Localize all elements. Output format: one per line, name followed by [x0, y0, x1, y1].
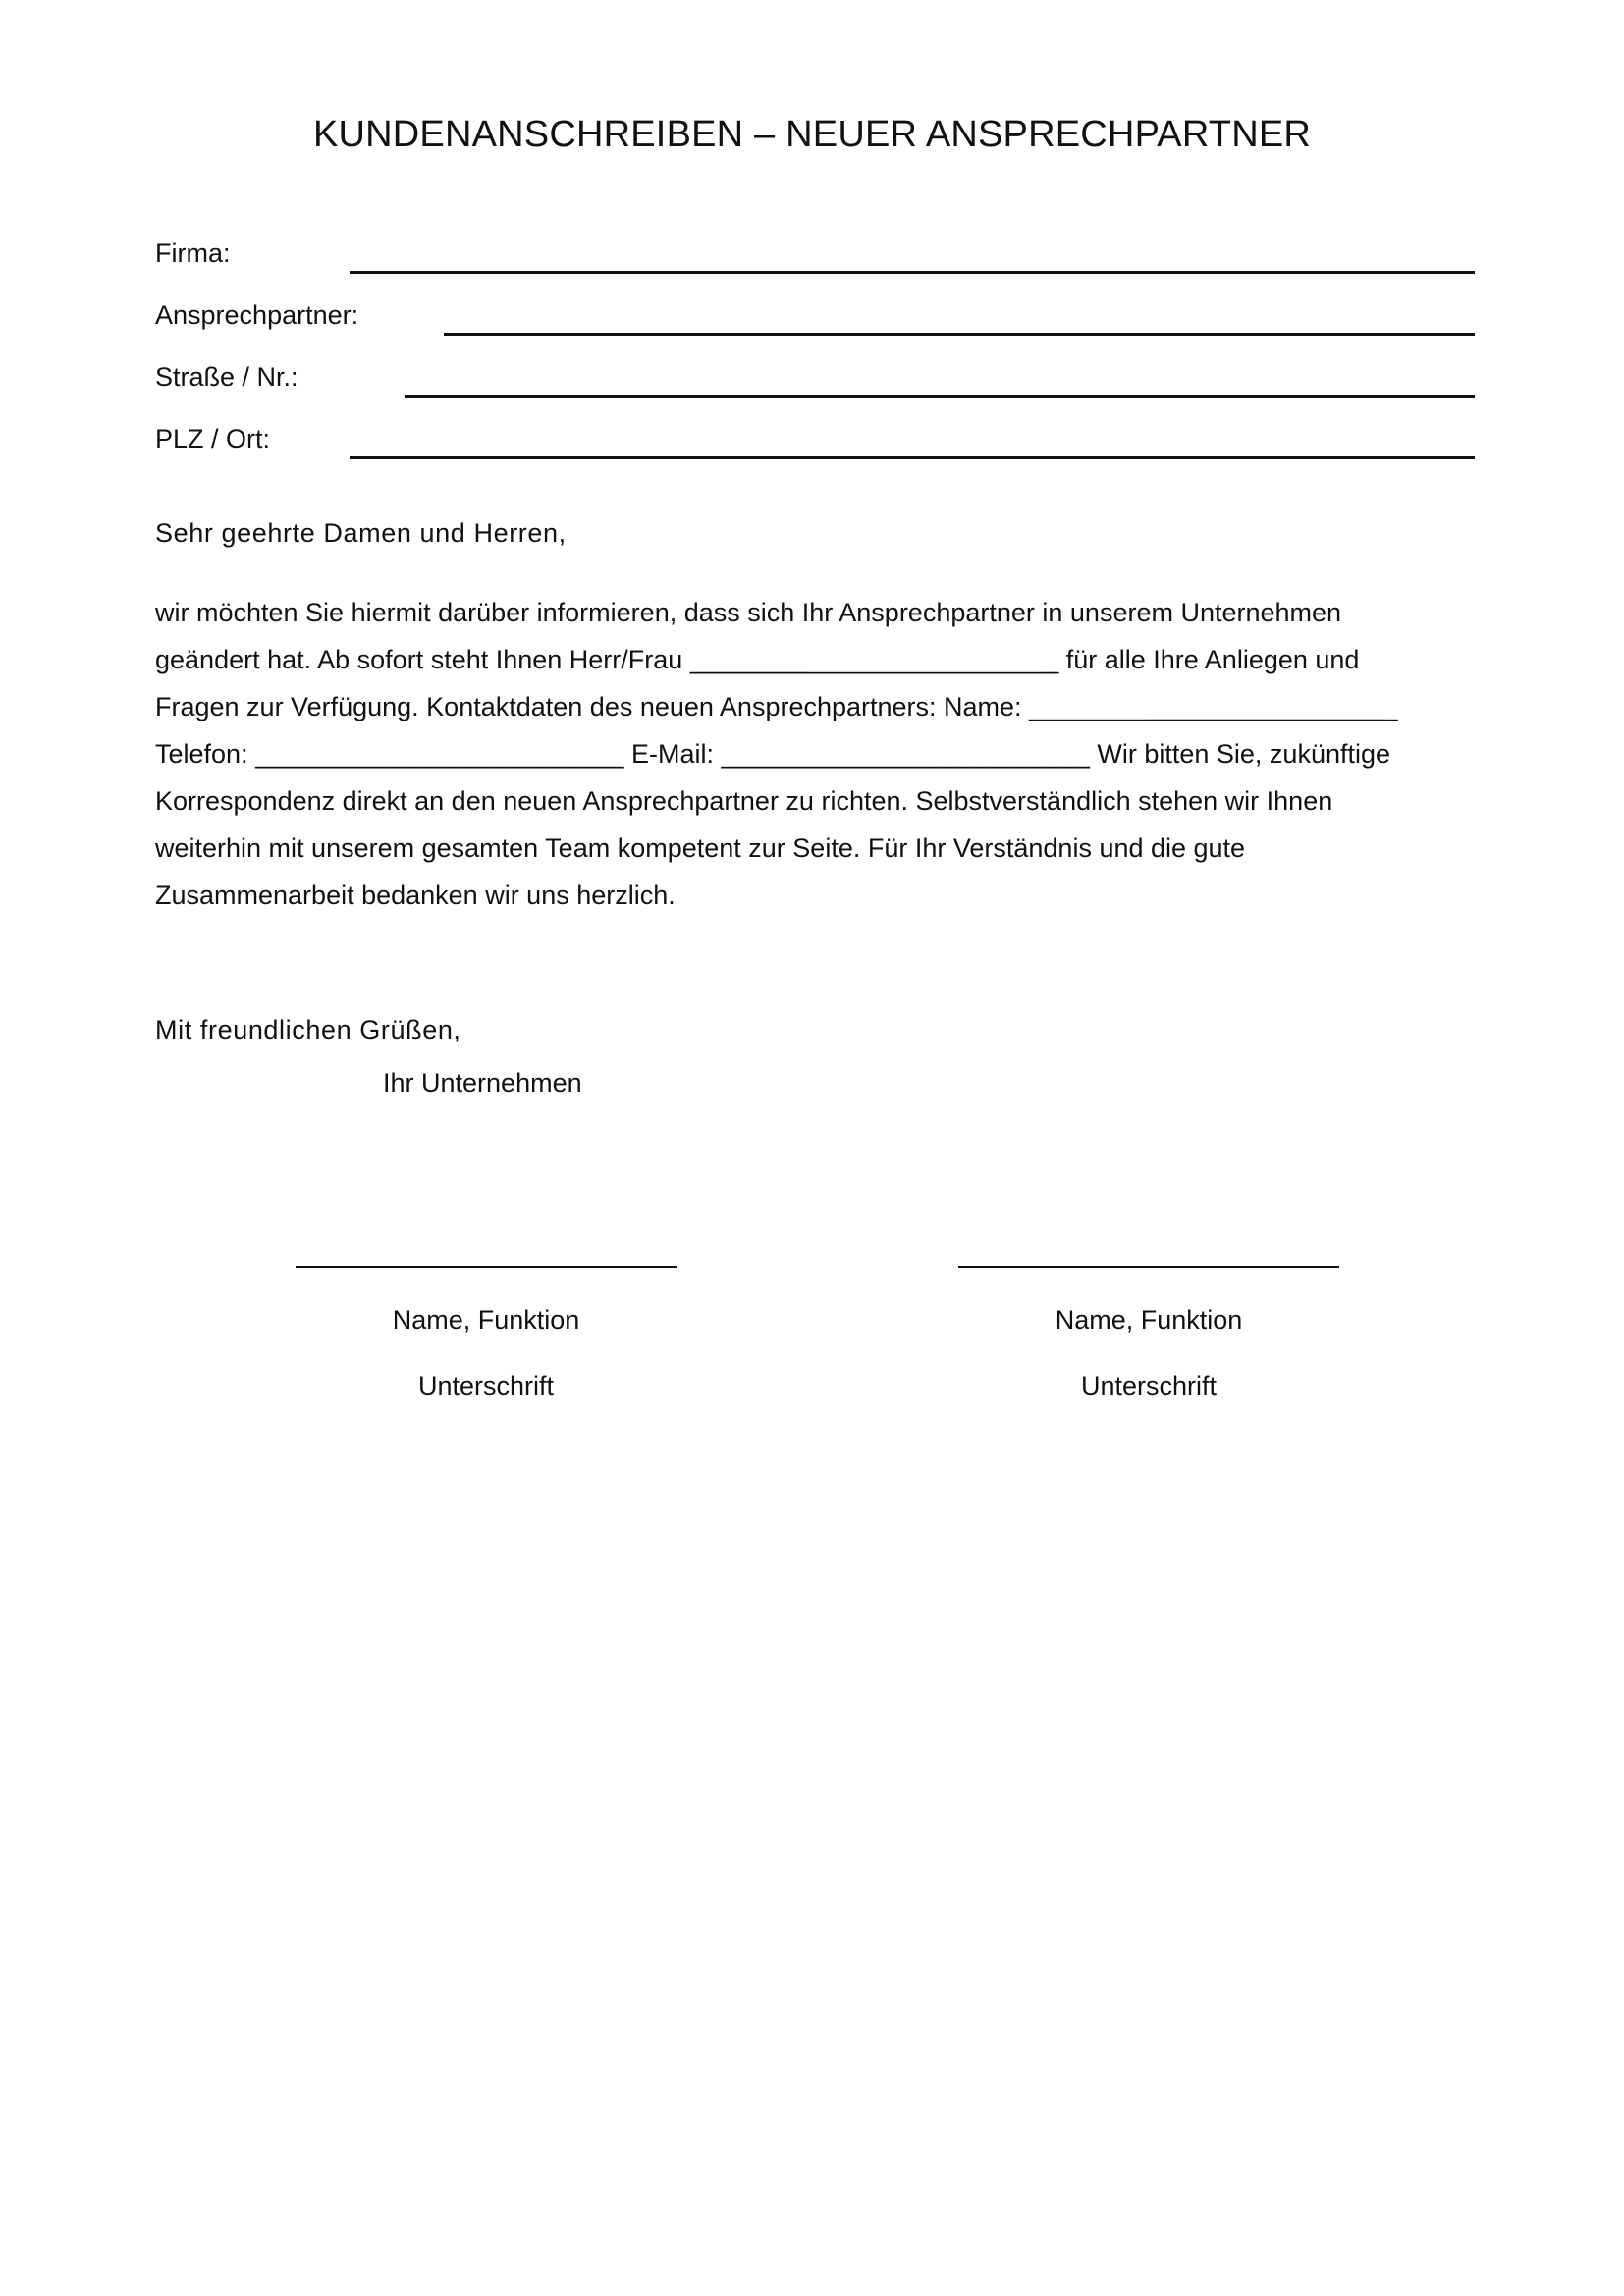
- body-line: weiterhin mit unserem gesamten Team kompetent zur Seite. Für Ihr Verständnis und die gute: [155, 833, 1246, 863]
- signature-line-left[interactable]: [296, 1266, 677, 1268]
- body-line: Telefon: _________________________ E-Mail: _________________________ Wir bitten Sie, zukünftige: [155, 739, 1391, 769]
- field-line-plz-ort[interactable]: [350, 456, 1475, 459]
- letter-body: [155, 589, 1471, 919]
- closing: Mit freundlichen Grüßen,: [155, 1015, 461, 1044]
- document-title: KUNDENANSCHREIBEN – NEUER ANSPRECHPARTNER: [312, 114, 1312, 155]
- signature-caption-left: Unterschrift: [417, 1371, 555, 1401]
- field-label-plz-ort: PLZ / Ort:: [155, 424, 271, 454]
- signature-line-right[interactable]: [958, 1266, 1339, 1268]
- signature-block-left: [295, 1266, 677, 1402]
- body-line: Korrespondenz direkt an den neuen Ansprechpartner zu richten. Selbstverständlich stehen wir Ihnen: [155, 786, 1333, 816]
- signature-caption-right: Unterschrift: [1080, 1371, 1218, 1401]
- field-label-firma: Firma:: [155, 239, 231, 268]
- field-line-ansprechpartner[interactable]: [444, 333, 1475, 336]
- greeting: Sehr geehrte Damen und Herren,: [155, 518, 567, 548]
- signature-name-label-right: Name, Funktion: [1055, 1306, 1243, 1335]
- field-line-firma[interactable]: [350, 271, 1475, 274]
- body-line: geändert hat. Ab sofort steht Ihnen Herr/Frau _________________________ für alle Ihre Anliegen und: [155, 645, 1360, 674]
- field-label-ansprechpartner: Ansprechpartner:: [155, 300, 359, 330]
- signature-name-label-left: Name, Funktion: [392, 1306, 580, 1335]
- field-label-strasse: Straße / Nr.:: [155, 362, 298, 392]
- body-line: Zusammenarbeit bedanken wir uns herzlich.: [155, 881, 676, 910]
- body-line: Fragen zur Verfügung. Kontaktdaten des neuen Ansprechpartners: Name: _________________________: [155, 692, 1398, 721]
- signature-block-right: [957, 1266, 1340, 1402]
- company-name: Ihr Unternehmen: [383, 1068, 582, 1097]
- field-line-strasse[interactable]: [405, 395, 1475, 398]
- body-line: wir möchten Sie hiermit darüber informieren, dass sich Ihr Ansprechpartner in unserem Unternehmen: [155, 598, 1342, 627]
